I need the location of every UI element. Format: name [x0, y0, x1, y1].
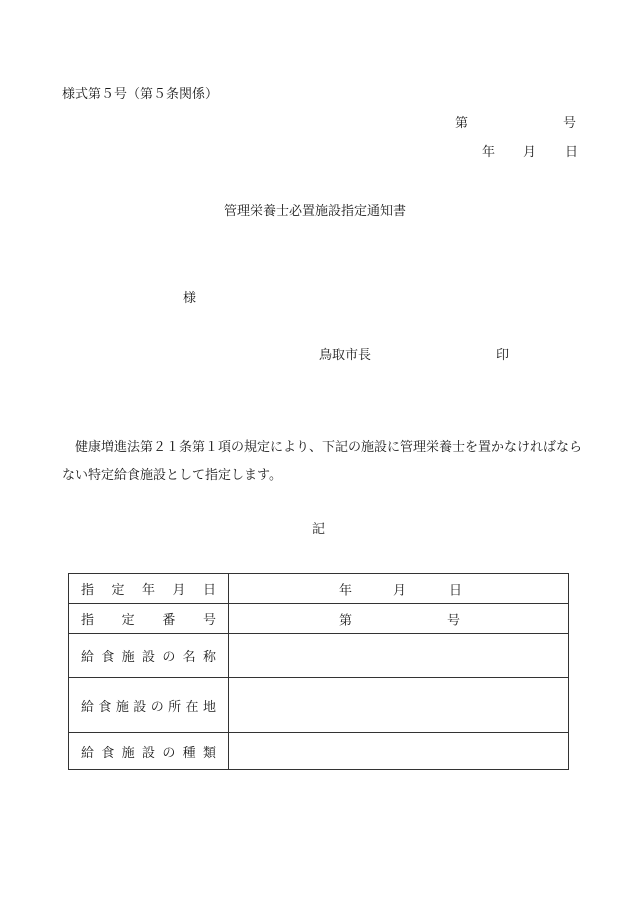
table-row: [69, 634, 569, 678]
row-label-designation-date: [69, 574, 229, 604]
issue-date-day: 日: [565, 145, 579, 160]
row-label-char: 給: [81, 745, 95, 761]
row-label-char: 在: [185, 699, 199, 715]
row-label-char: 給: [81, 699, 95, 715]
document-number-prefix: 第: [455, 116, 469, 131]
row-label-char: 食: [98, 699, 112, 715]
addressee-honorific: 様: [183, 291, 197, 306]
row-label-char: 給: [81, 650, 95, 665]
row-label-char: の: [162, 745, 176, 761]
table-row: [69, 733, 569, 770]
designation-date-year: 年: [339, 583, 353, 598]
row-label-char: 名: [182, 650, 196, 665]
row-label-char: 号: [202, 613, 216, 628]
table-row: [69, 604, 569, 634]
row-label-char: 定: [121, 613, 135, 628]
table-row: [69, 678, 569, 733]
table-row: [69, 574, 569, 604]
row-label-char: 設: [133, 699, 147, 715]
form-number-label: 様式第５号（第５条関係）: [62, 87, 219, 102]
row-label-char: 設: [141, 745, 155, 761]
row-label-facility-type: [69, 733, 229, 770]
row-label-char: の: [150, 699, 164, 715]
designation-date-month: 月: [393, 583, 407, 598]
row-label-char: 番: [162, 613, 176, 628]
document-title: 管理栄養士必置施設指定通知書: [224, 204, 407, 219]
issue-date-year: 年: [482, 145, 496, 160]
issuer-name: 鳥取市長: [319, 348, 372, 363]
row-label-char: 設: [141, 650, 155, 665]
row-label-char: 類: [202, 745, 216, 761]
designation-date-day: 日: [449, 583, 463, 598]
ki-heading: 記: [312, 522, 326, 537]
row-label-char: 年: [141, 583, 155, 598]
row-label-char: 種: [182, 745, 196, 761]
issue-date-month: 月: [523, 145, 537, 160]
row-label-char: 施: [121, 745, 135, 761]
designation-number-value: [229, 604, 569, 634]
row-label-facility-address: [69, 678, 229, 733]
row-label-char: 日: [202, 583, 216, 598]
body-paragraph: 健康増進法第２１条第１項の規定により、下記の施設に管理栄養士を置かなければならない特定給食施設として指定します。: [62, 440, 583, 483]
details-table: [68, 573, 569, 770]
facility-name-value: [229, 634, 569, 678]
row-label-char: 食: [101, 745, 115, 761]
row-label-char: 施: [121, 650, 135, 665]
row-label-char: 指: [81, 613, 95, 628]
document-number-suffix: 号: [563, 116, 577, 131]
row-label-facility-name: [69, 634, 229, 678]
row-label-char: 定: [111, 583, 125, 598]
seal-mark: 印: [496, 348, 510, 363]
row-label-char: 指: [81, 583, 95, 598]
facility-type-value: [229, 733, 569, 770]
row-label-char: 所: [168, 699, 182, 715]
facility-address-value: [229, 678, 569, 733]
row-label-char: 月: [172, 583, 186, 598]
row-label-char: の: [162, 650, 176, 665]
row-label-char: 施: [115, 699, 129, 715]
row-label-char: 称: [202, 650, 216, 665]
row-label-char: 食: [101, 650, 115, 665]
designation-number-suffix: 号: [447, 613, 461, 628]
row-label-designation-number: [69, 604, 229, 634]
designation-date-value: [229, 574, 569, 604]
designation-number-prefix: 第: [339, 613, 353, 628]
row-label-char: 地: [202, 699, 216, 715]
